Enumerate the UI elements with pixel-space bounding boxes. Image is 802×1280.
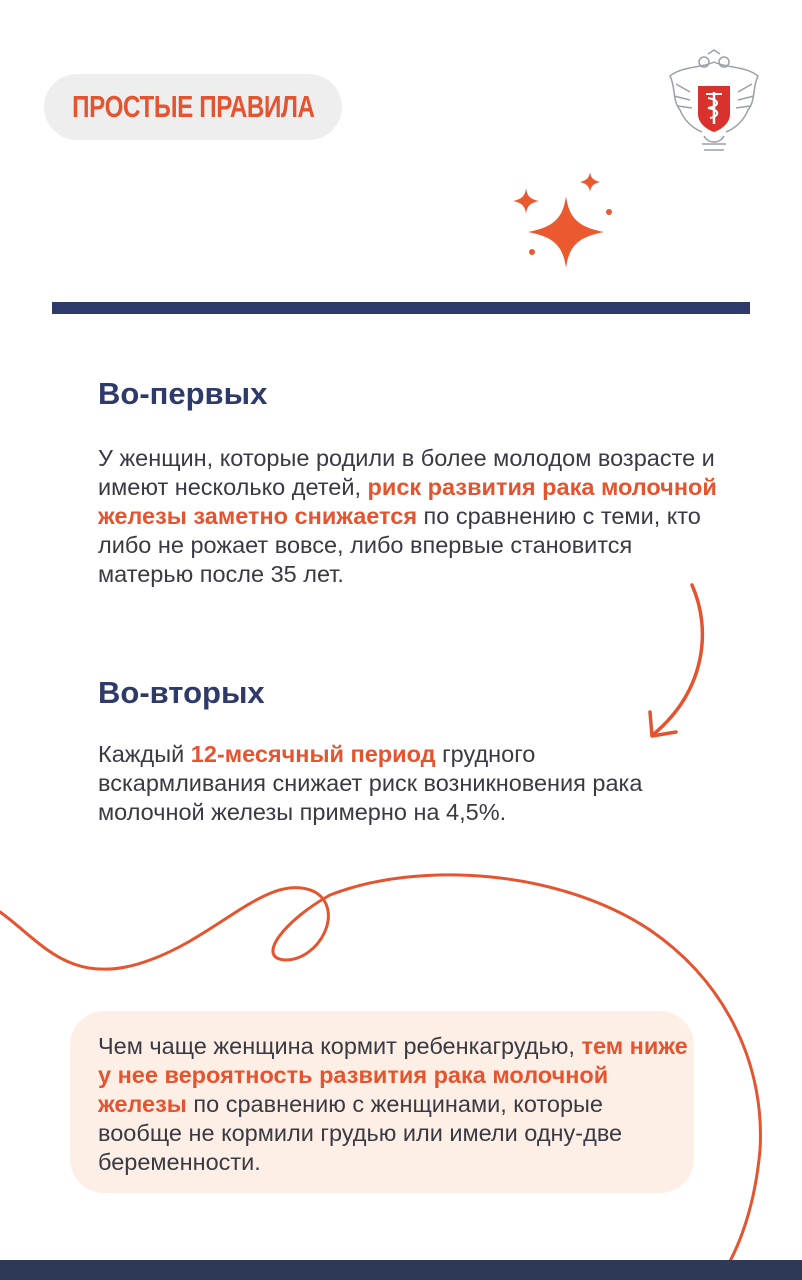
section1-text: У женщин, которые родили в более молодом возрасте и имеют несколько детей, риск развития рака молочной железы заметно снижается по сравнению с теми, кто либо не рожает вовсе, либо впервые становится матерью после 35 лет. [98,445,717,587]
note-highlight: тем ниже у нее вероятность развития рака молочной железы [98,1033,688,1117]
section1-highlight: риск развития рака молочной железы заметно снижается [98,474,717,529]
section1-heading: Во-первых [98,376,268,411]
footer-bar [0,1260,802,1280]
arrow-icon [655,585,702,733]
rules-badge [44,74,342,140]
note-text: Чем чаще женщина кормит ребенкагрудью, тем ниже у нее вероятность развития рака молочной железы по сравнению с женщинами, которые вообще не кормили грудью или имели одну-две беременности. [98,1033,688,1175]
section-divider [52,302,750,314]
ministry-emblem-icon [662,48,766,158]
section2-highlight: 12-месячный период [190,741,436,767]
sparkles-icon [508,170,618,280]
section2-heading: Во-вторых [98,675,265,710]
section2-text: Каждый 12-месячный период грудного вскармливания снижает риск возникновения рака молочной железы примерно на 4,5%. [98,741,643,825]
badge-label: ПРОСТЫЕ ПРАВИЛА [71,89,315,124]
